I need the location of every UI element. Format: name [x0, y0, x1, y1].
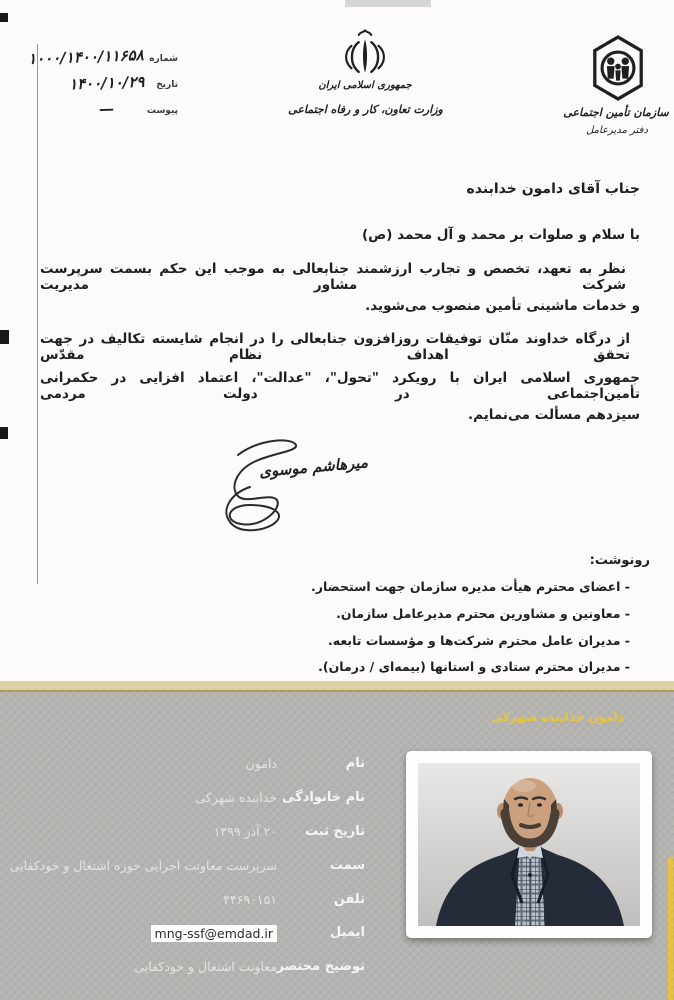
profile-field-row: [0, 892, 674, 912]
scan-artifact-mark: [0, 13, 8, 22]
field-value-description: معاونت اشتغال و خودکفایی: [134, 959, 277, 974]
field-label: تلفن: [333, 892, 365, 907]
scan-artifact-top: [345, 0, 431, 7]
signature-scribble: [180, 435, 310, 540]
letter-body-line: جمهوری اسلامی ایران با رویکرد "تحول"، "عدالت"، اعتماد افزایی در حکمرانی تأمین‌اجتماعی در دولت مردمی: [40, 370, 640, 402]
letter-date-label: تاریخ: [156, 80, 178, 90]
letter-date-value: ۱۴۰۰/۱۰/۲۹: [68, 72, 145, 94]
section-divider-bar: [0, 681, 674, 690]
profile-field-row: [0, 925, 674, 945]
field-label: سمت: [329, 858, 365, 873]
field-label: نام خانوادگی: [282, 790, 365, 805]
letter-body-line: نظر به تعهد، تخصص و تجارب ارزشمند جنابعالی به موجب این حکم بسمت سرپرست شرکت مشاور مدیریت: [40, 261, 626, 293]
field-value-name: دامون: [245, 756, 277, 771]
letter-attachment-value: —: [98, 99, 115, 119]
field-label: نام: [345, 756, 365, 771]
field-value-phone: ۴۴۶۹۰۱۵۱: [223, 892, 277, 907]
cc-item: - اعضای محترم هیأت مدیره سازمان جهت استحضار.: [311, 579, 630, 594]
scan-artifact-mark: [0, 427, 8, 439]
letter-recipient: جناب آقای دامون خدابنده: [466, 181, 640, 197]
profile-field-row: [0, 790, 674, 810]
signature-name: میرهاشم موسوی: [258, 453, 369, 481]
government-country: جمهوری اسلامی ایران: [318, 80, 412, 91]
field-label: ایمیل: [330, 925, 365, 940]
field-value-register-date: ۲۰ آذر ۱۳۹۹: [213, 824, 277, 839]
letter-body-line: و خدمات ماشینی تأمین منصوب می‌شوید.: [365, 298, 640, 314]
sso-logo-icon: [589, 34, 647, 102]
profile-title-link[interactable]: دامون خدابنده شهرکی: [490, 710, 624, 724]
government-ministry: وزارت تعاون، کار و رفاه اجتماعی: [288, 103, 443, 116]
letter-number-row: [8, 45, 178, 74]
profile-field-row: [0, 824, 674, 844]
letter-attachment-label: پیوست: [146, 106, 178, 116]
letter-date-row: [8, 74, 178, 100]
letter-body-line: سیزدهم مسألت می‌نمایم.: [468, 407, 640, 423]
letter-number-label: شماره: [149, 54, 178, 64]
profile-section: [0, 692, 674, 1000]
cc-title: رونوشت:: [589, 553, 650, 568]
organization-name: سازمان تأمین اجتماعی: [563, 106, 669, 119]
field-value-surname: خدابنده شهرکی: [195, 790, 277, 805]
profile-field-row: [0, 959, 674, 979]
cc-item: - مدیران عامل محترم شرکت‌ها و مؤسسات تابعه.: [328, 633, 630, 648]
profile-field-row: [0, 756, 674, 776]
scan-artifact-mark: [0, 330, 9, 344]
field-value-email[interactable]: mng-ssf@emdad.ir: [151, 925, 277, 942]
letter-attachment-row: [8, 100, 178, 126]
field-label: تاریخ ثبت: [305, 824, 365, 839]
field-label: توضیح مختصر: [276, 959, 365, 974]
profile-field-row: [0, 858, 674, 878]
field-value-position: سرپرست معاونت اجرایی حوزه اشتغال و خودکفایی: [9, 858, 277, 873]
letter-number-value: ۱۰۰۰/۱۴۰۰/۱۱۶۵۸: [28, 45, 145, 69]
cc-item: - معاونین و مشاورین محترم مدیرعامل سازمان.: [336, 606, 630, 621]
letter-meta: [8, 45, 178, 126]
cc-item: - مدیران محترم ستادی و استانها (بیمه‌ای / درمان).: [318, 659, 630, 674]
iran-emblem-icon: [338, 24, 392, 82]
organization-office: دفتر مدیرعامل: [586, 125, 648, 136]
letter-salutation: با سلام و صلوات بر محمد و آل محمد (ص): [361, 227, 640, 243]
letter-body-line: از درگاه خداوند منّان توفیقات روزافزون جنابعالی را در انجام شایسته تکالیف در جهت تحقق اهداف نظام مقدّس: [40, 331, 630, 363]
